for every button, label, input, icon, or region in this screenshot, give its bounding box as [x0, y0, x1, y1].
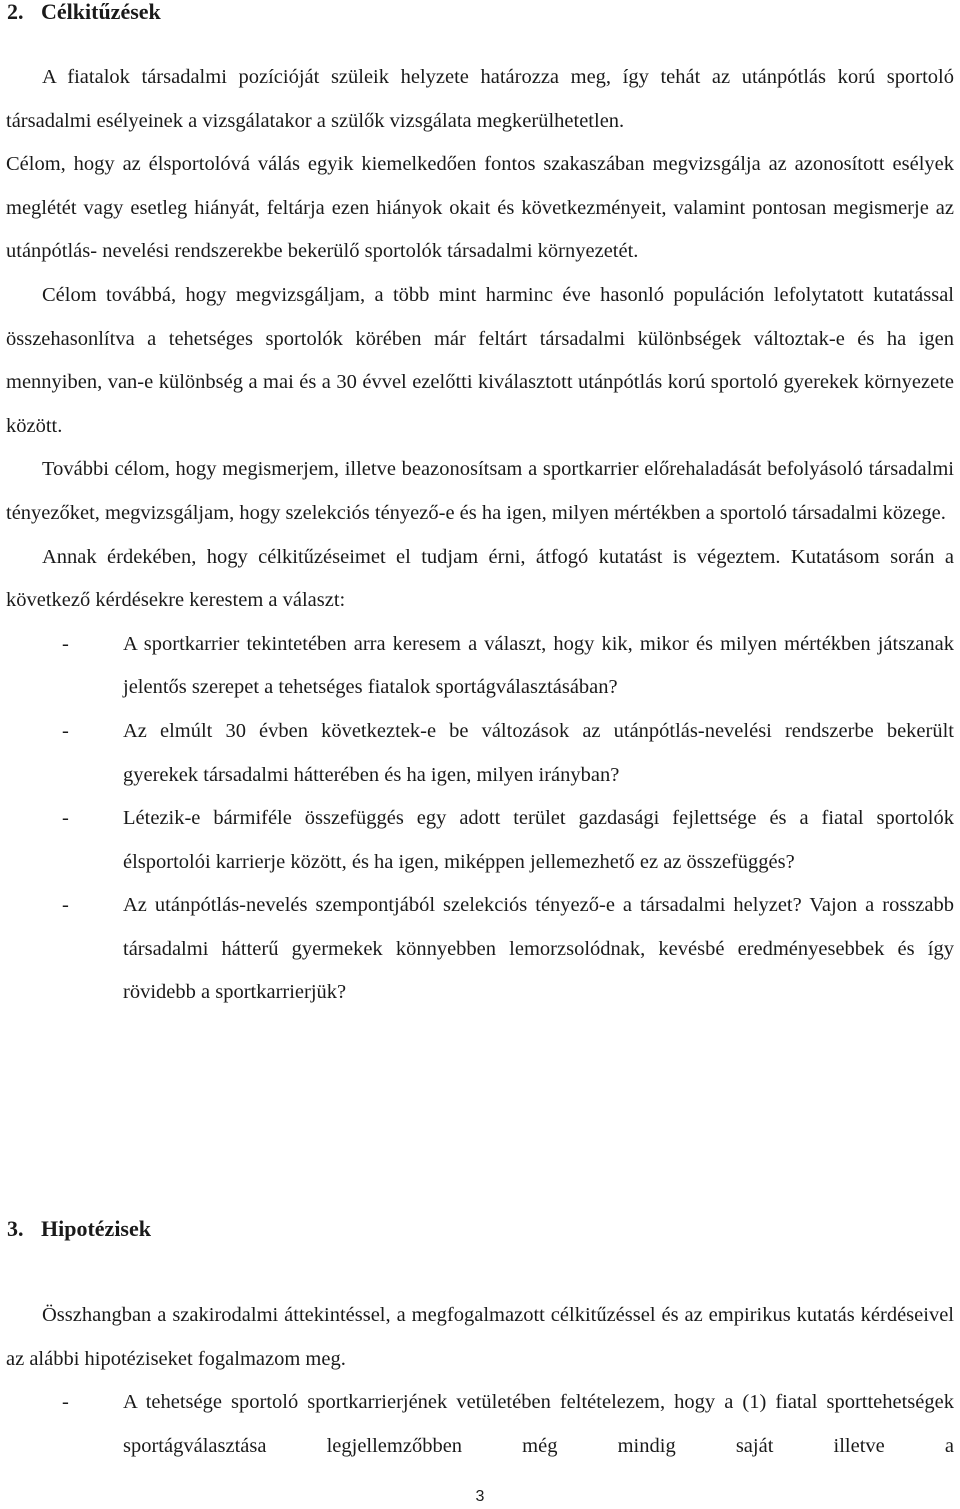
list-item-text: Az utánpótlás-nevelés szempontjából szelekciós tényező-e a társadalmi helyzet? Vajon a rosszabb társadalmi hátterű gyermekek könnyebben lemorzsolódnak, kevésbé eredményesebbek és így rövidebb a sportkarrierjük? [123, 894, 954, 1004]
objectives-body [6, 56, 954, 1015]
list-item [6, 1381, 954, 1468]
paragraph: Célom, hogy az élsportolóvá válás egyik kiemelkedően fontos szakaszában megvizsgálja az azonosított esélyek meglétét vagy esetleg hiányát, feltárja ezen hiányok okait és következményeit, valamint pontosan megismerje az utánpótlás- nevelési rendszerekbe bekerülő sportolók társadalmi környezetét. [6, 153, 954, 263]
list-item [6, 623, 954, 710]
section-number: 2. [7, 0, 24, 24]
list-dash: - [62, 719, 69, 742]
list-item-text: Létezik-e bármiféle összefüggés egy adott terület gazdasági fejlettsége és a fiatal sportolók élsportolói karrierje között, és ha igen, miképpen jellemezhető ez az összefüggés? [123, 807, 954, 873]
paragraph: Célom továbbá, hogy megvizsgáljam, a több mint harminc éve hasonló populáción lefolytatott kutatással összehasonlítva a tehetséges sportolók körében már feltárt társadalmi különbségek változtak-e és ha igen mennyiben, van-e különbség a mai és a 30 évvel ezelőtti kiválasztott utánpótlás korú sportoló gyerekek környezete között. [6, 283, 954, 437]
hypotheses-body [6, 1294, 954, 1468]
list-item-text: A sportkarrier tekintetében arra keresem a választ, hogy kik, mikor és milyen mértékben játszanak jelentős szerepet a tehetséges fiatalok sportágválasztásában? [123, 632, 954, 699]
list-dash: - [62, 1391, 69, 1414]
paragraph: További célom, hogy megismerjem, illetve beazonosítsam a sportkarrier előrehaladását befolyásoló társadalmi tényezőket, megvizsgáljam, hogy szelekciós tényező-e és ha igen, milyen mértékben a sportoló társadalmi közege. [6, 458, 954, 524]
paragraph: Annak érdekében, hogy célkitűzéseimet el tudjam érni, átfogó kutatást is végeztem. Kutatásom során a következő kérdésekre kerestem a választ: [6, 545, 954, 612]
section-number: 3. [7, 1216, 24, 1241]
list-dash: - [62, 807, 69, 830]
list-item-text: A tehetsége sportoló sportkarrierjének vetületében feltételezem, hogy a (1) fiatal sporttehetségek sportágválasztása legjellemzőbben még mindig saját illetve a [123, 1391, 954, 1457]
section-heading-objectives [7, 0, 161, 24]
section-heading-hypotheses [7, 1217, 151, 1241]
list-item [6, 797, 954, 884]
list-item [6, 710, 954, 797]
list-dash: - [62, 632, 69, 655]
list-dash: - [62, 894, 69, 917]
list-item [6, 884, 954, 1015]
section-title: Hipotézisek [41, 1216, 151, 1241]
paragraph: A fiatalok társadalmi pozícióját szüleik helyzete határozza meg, így tehát az utánpótlás korú sportoló társadalmi esélyeinek a vizsgálatakor a szülők vizsgálata megkerülhetetlen. [6, 66, 954, 132]
research-questions-list [6, 623, 954, 1015]
hypotheses-list [6, 1381, 954, 1468]
paragraph: Összhangban a szakirodalmi áttekintéssel, a megfogalmazott célkitűzéssel és az empirikus kutatás kérdéseivel az alábbi hipotéziseket fogalmazom meg. [6, 1304, 954, 1370]
section-title: Célkitűzések [41, 0, 161, 24]
list-item-text: Az elmúlt 30 évben következtek-e be változások az utánpótlás-nevelési rendszerbe bekerült gyerekek társadalmi hátterében és ha igen, milyen irányban? [123, 719, 954, 786]
page-number: 3 [475, 1488, 485, 1505]
